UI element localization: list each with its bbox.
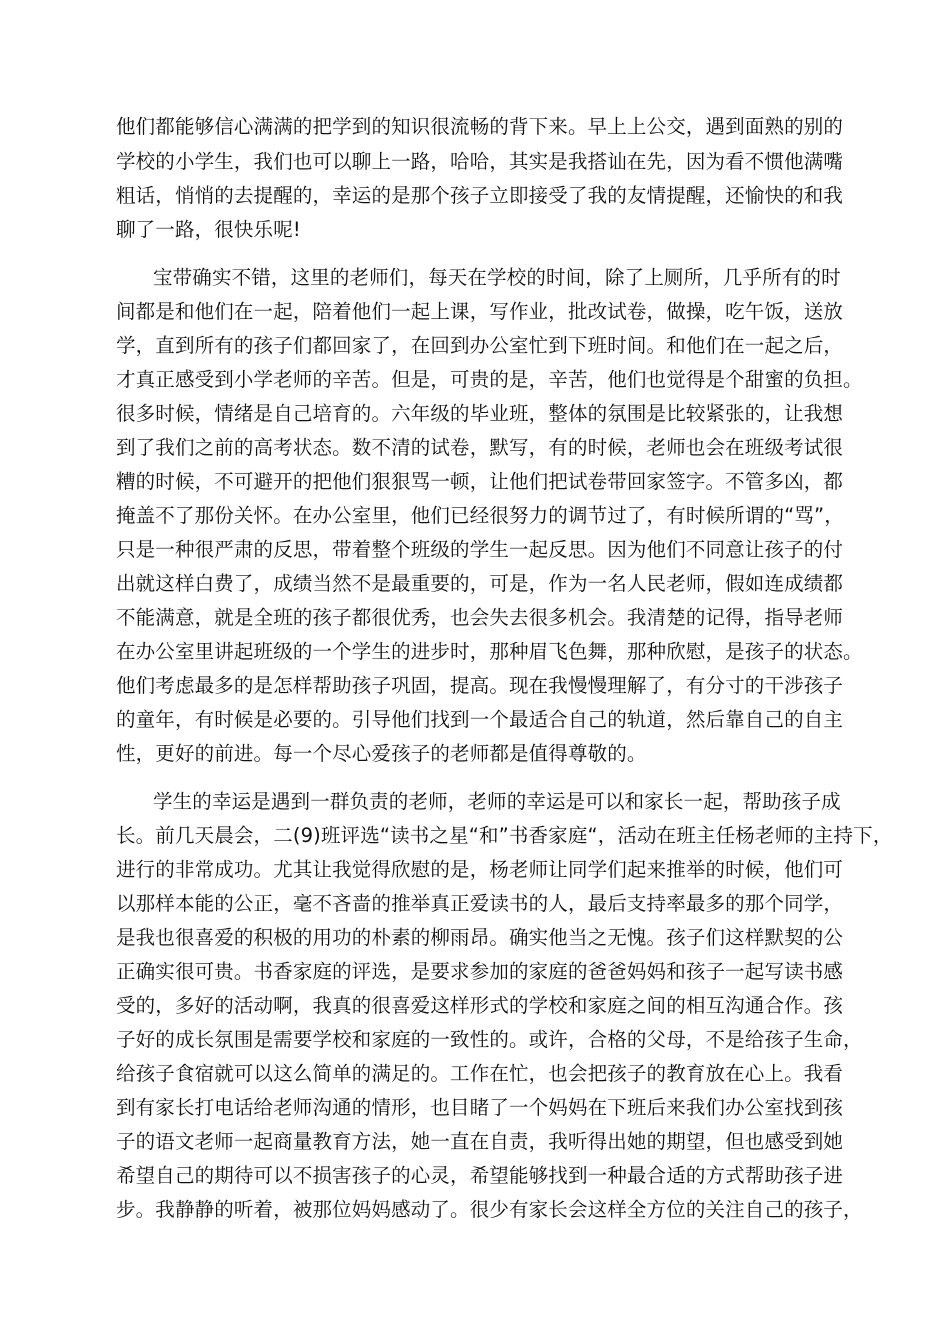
text-line: 间都是和他们在一起，陪着他们一起上课，写作业，批改试卷，做操，吃午饭，送放 <box>116 300 844 323</box>
text-line: 进行的非常成功。尤其让我觉得欣慰的是，杨老师让同学们起来推举的时候，他们可 <box>116 858 844 881</box>
text-line: 学校的小学生，我们也可以聊上一路，哈哈，其实是我搭讪在先，因为看不惯他满嘴 <box>116 150 844 173</box>
text-line: 性，更好的前进。每一个尽心爱孩子的老师都是值得尊敬的。 <box>116 742 647 765</box>
text-line: 给孩子食宿就可以这么简单的满足的。工作在忙，也会把孩子的教育放在心上。我看 <box>116 1062 844 1085</box>
text-line: 受的，多好的活动啊，我真的很喜爱这样形式的学校和家庭之间的相互沟通合作。孩 <box>116 994 844 1017</box>
text-line: 是我也很喜爱的积极的用功的朴素的柳雨昂。确实他当之无愧。孩子们这样默契的公 <box>116 926 844 949</box>
text-line: 很多时候，情绪是自己培育的。六年级的毕业班，整体的氛围是比较紧张的，让我想 <box>116 402 844 425</box>
text-line: 子的语文老师一起商量教育方法，她一直在自责，我听得出她的期望，但也感受到她 <box>116 1130 844 1153</box>
text-line: 正确实很可贵。书香家庭的评选，是要求参加的家庭的爸爸妈妈和孩子一起写读书感 <box>116 960 844 983</box>
text-line: 掩盖不了那份关怀。在办公室里，他们已经很努力的调节过了，有时候所谓的“骂”， <box>116 504 844 527</box>
text-line: 以那样本能的公正，毫不吝啬的推举真正爱读书的人，最后支持率最多的那个同学， <box>116 892 844 915</box>
text-line: 到了我们之前的高考状态。数不清的试卷，默写，有的时候，老师也会在班级考试很 <box>116 436 844 459</box>
text-line: 希望自己的期待可以不损害孩子的心灵，希望能够找到一种最合适的方式帮助孩子进 <box>116 1164 844 1187</box>
text-line: 才真正感受到小学老师的辛苦。但是，可贵的是，辛苦，他们也觉得是个甜蜜的负担。 <box>116 368 863 391</box>
text-line: 聊了一路，很快乐呢! <box>116 218 301 241</box>
text-line: 出就这样白费了，成绩当然不是最重要的，可是，作为一名人民老师，假如连成绩都 <box>116 572 844 595</box>
text-line: 到有家长打电话给老师沟通的情形，也目睹了一个妈妈在下班后来我们办公室找到孩 <box>116 1096 844 1119</box>
text-line: 学生的幸运是遇到一群负责的老师，老师的幸运是可以和家长一起，帮助孩子成 <box>153 790 841 813</box>
text-line: 他们考虑最多的是怎样帮助孩子巩固，提高。现在我慢慢理解了，有分寸的干涉孩子 <box>116 674 844 697</box>
text-line: 子好的成长氛围是需要学校和家庭的一致性的。或许，合格的父母，不是给孩子生命， <box>116 1028 863 1051</box>
text-line: 长。前几天晨会，二(9)班评选“读书之星“和”书香家庭“，活动在班主任杨老师的主持下， <box>116 824 893 847</box>
text-line: 糟的时候，不可避开的把他们狠狠骂一顿，让他们把试卷带回家签字。不管多凶，都 <box>116 470 844 493</box>
text-line: 只是一种很严肃的反思，带着整个班级的学生一起反思。因为他们不同意让孩子的付 <box>116 538 844 561</box>
text-line: 宝带确实不错，这里的老师们，每天在学校的时间，除了上厕所，几乎所有的时 <box>153 266 841 289</box>
text-line: 的童年，有时候是必要的。引导他们找到一个最适合自己的轨道，然后靠自己的自主 <box>116 708 844 731</box>
text-line: 不能满意，就是全班的孩子都很优秀，也会失去很多机会。我清楚的记得，指导老师 <box>116 606 844 629</box>
text-line: 在办公室里讲起班级的一个学生的进步时，那种眉飞色舞，那种欣慰，是孩子的状态。 <box>116 640 863 663</box>
text-line: 粗话，悄悄的去提醒的，幸运的是那个孩子立即接受了我的友情提醒，还愉快的和我 <box>116 184 844 207</box>
text-line: 他们都能够信心满满的把学到的知识很流畅的背下来。早上上公交，遇到面熟的别的 <box>116 115 844 138</box>
text-line: 步。我静静的听着，被那位妈妈感动了。很少有家长会这样全方位的关注自己的孩子， <box>116 1198 863 1221</box>
text-line: 学，直到所有的孩子们都回家了，在回到办公室忙到下班时间。和他们在一起之后， <box>116 334 844 357</box>
